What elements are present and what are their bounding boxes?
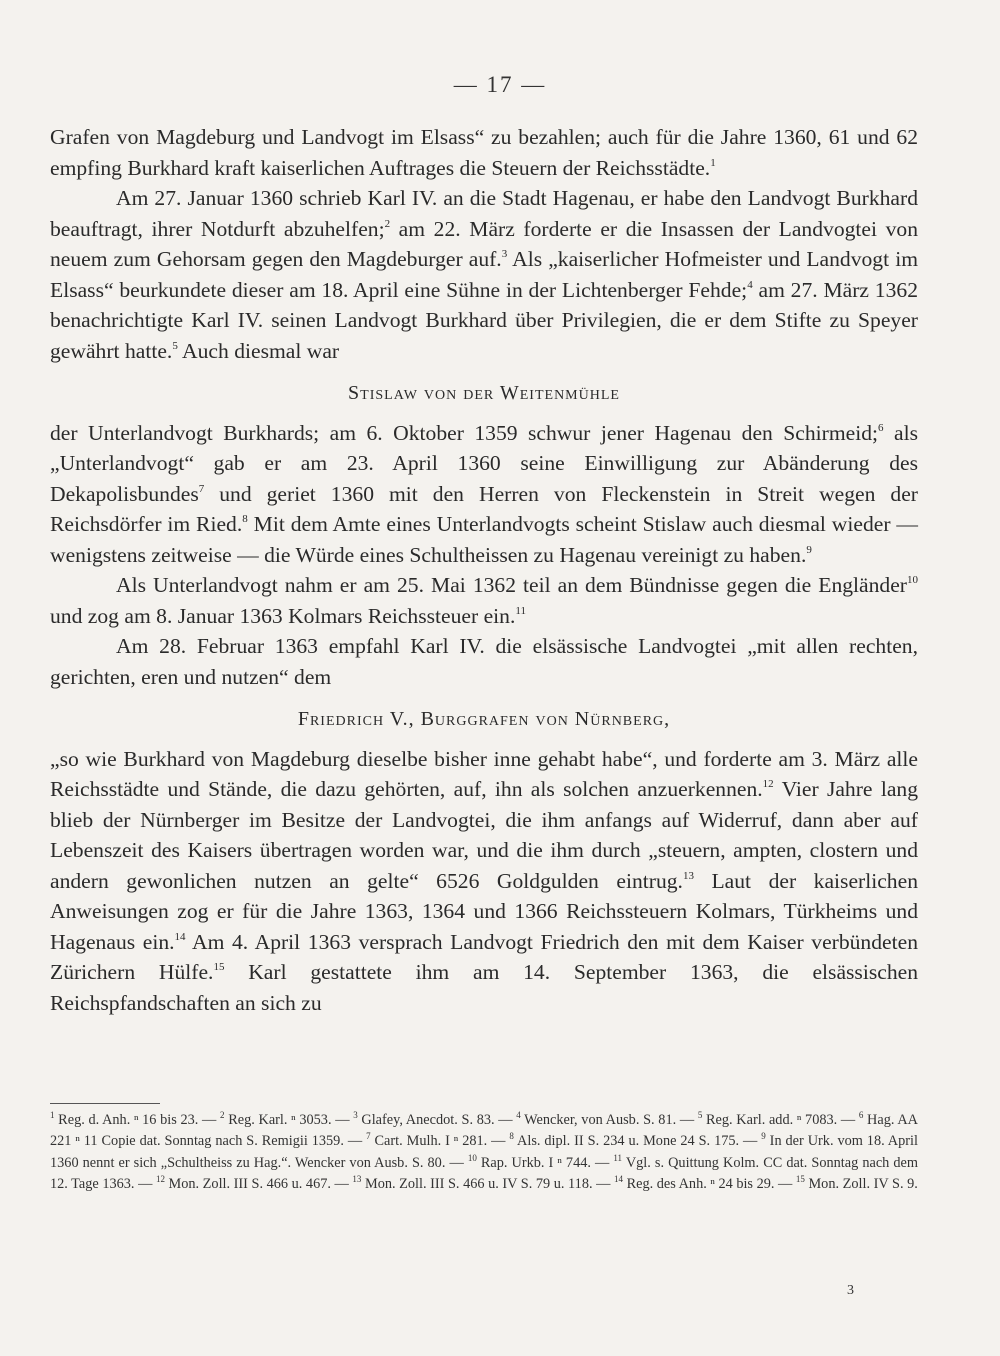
section-heading: Stislaw von der Weitenmühle bbox=[348, 382, 620, 404]
footnote-marker: 14 bbox=[174, 930, 186, 943]
text-segment: Mit dem Amte eines Unterlandvogts scheint Stislaw auch diesmal wieder — wenigstens zeitweise — die Würde eines Schultheissen zu Hagenau vereinigt zu haben. bbox=[50, 512, 919, 567]
footnote-marker: 8 bbox=[509, 1131, 514, 1142]
footnote-marker: 10 bbox=[907, 574, 918, 586]
text-segment: Mon. Zoll. IV S. 9. bbox=[804, 1175, 918, 1192]
footnotes bbox=[50, 1110, 918, 1195]
footnote-marker: 12 bbox=[155, 1173, 165, 1184]
paragraph bbox=[50, 183, 918, 366]
text-segment: „so wie Burkhard von Magdeburg dieselbe bisher inne gehabt habe“, und forderte am 3. März alle Reichsstädte und Stände, die dazu gehörten, auf, ihn als solchen anzuerkennen. bbox=[50, 746, 918, 801]
footnote-marker: 13 bbox=[682, 869, 694, 882]
footnote-marker: 3 bbox=[353, 1110, 358, 1120]
footnote-marker: 15 bbox=[213, 961, 225, 973]
text-segment: Reg. des Anh. ⁿ 24 bis 29. — bbox=[623, 1175, 796, 1192]
text-segment: Reg. Karl. add. ⁿ 7083. — bbox=[702, 1112, 859, 1128]
footnote-marker: 10 bbox=[467, 1152, 477, 1163]
text-segment: Vier Jahre lang blieb der Nürnberger im Besitze der Landvogtei, die ihm anfangs auf Widerruf, dann aber auf Lebenszeit des Kaisers übertragen worden war, und die ihm durch „steuern, ampten, clostern und andern gewonlichen nutzen an gelte“ 6526 Goldgulden eintrug. bbox=[50, 777, 918, 893]
text-segment: Reg. Karl. ⁿ 3053. — bbox=[224, 1112, 354, 1128]
footnote-marker: 5 bbox=[697, 1110, 703, 1120]
text-segment: am 27. März 1362 benachrichtigte Karl IV. seinen Landvogt Burkhard über Privilegien, die er dem Stifte zu Speyer gewährt hatte. bbox=[50, 277, 918, 363]
footnote-marker: 14 bbox=[614, 1173, 623, 1184]
footnote-marker: 13 bbox=[352, 1173, 362, 1184]
text-segment: In der Urk. vom 18. April 1360 nennt er sich „Schultheiss zu Hag.“. Wencker von Ausb. S. 80. — bbox=[50, 1133, 918, 1171]
footnote-rule bbox=[50, 1103, 160, 1104]
text-segment: Reg. d. Anh. ⁿ 16 bis 23. — bbox=[54, 1112, 221, 1128]
paragraph bbox=[50, 418, 918, 571]
footnote-marker: 1 bbox=[710, 156, 716, 169]
footnote-marker: 6 bbox=[878, 421, 884, 434]
signature-mark: 3 bbox=[847, 1283, 854, 1298]
footnote-marker: 8 bbox=[242, 513, 248, 525]
paragraph bbox=[50, 570, 918, 631]
text-segment: Hag. AA 221 ⁿ 11 Copie dat. Sonntag nach S. Remigii 1359. — bbox=[50, 1112, 918, 1150]
footnote-marker: 7 bbox=[366, 1131, 371, 1142]
paragraph bbox=[50, 631, 918, 692]
text-segment: Mon. Zoll. III S. 466 u. IV S. 79 u. 118. — bbox=[361, 1175, 614, 1192]
footnote-marker: 9 bbox=[806, 543, 812, 556]
text-segment: Laut der kaiserlichen Anweisungen zog er für die Jahre 1363, 1364 und 1366 Reichssteuern Kolmars, Türkheims und Hagenaus ein. bbox=[50, 868, 918, 954]
text-segment: Rap. Urkb. I ⁿ 744. — bbox=[476, 1154, 614, 1171]
footnote-marker: 1 bbox=[50, 1110, 55, 1120]
text-segment: Karl gestattete ihm am 14. September 1363, die elsässischen Reichspfandschaften an sich zu bbox=[50, 960, 918, 1015]
footnote-marker: 2 bbox=[220, 1110, 225, 1120]
text-segment: der Unterlandvogt Burkhards; am 6. Oktober 1359 schwur jener Hagenau den Schirmeid; bbox=[50, 420, 879, 445]
footnote-marker: 7 bbox=[198, 482, 205, 495]
page-number: — 17 — bbox=[453, 72, 547, 97]
text-segment: und zog am 8. Januar 1363 Kolmars Reichssteuer ein. bbox=[50, 603, 516, 628]
footnote-marker: 4 bbox=[516, 1110, 521, 1120]
footnote-marker: 4 bbox=[747, 278, 753, 291]
footnote-marker: 11 bbox=[515, 604, 526, 617]
text-segment: Als. dipl. II S. 234 u. Mone 24 S. 175. — bbox=[513, 1133, 762, 1150]
footnote-marker: 6 bbox=[858, 1110, 864, 1120]
text-segment: Wencker, von Ausb. S. 81. — bbox=[520, 1112, 698, 1128]
text-segment: Grafen von Magdeburg und Landvogt im Elsass“ zu bezahlen; auch für die Jahre 1360, 61 und 62 empfing Burkhard kraft kaiserlichen Auftrages die Steuern der Reichsstädte. bbox=[50, 125, 918, 180]
footnote-marker: 11 bbox=[613, 1152, 623, 1163]
text-segment: Mon. Zoll. III S. 466 u. 467. — bbox=[164, 1175, 353, 1192]
paragraph bbox=[50, 122, 918, 183]
text-segment: Auch diesmal war bbox=[177, 338, 340, 363]
footnote-marker: 5 bbox=[172, 339, 178, 352]
text-segment: Am 4. April 1363 versprach Landvogt Friedrich den mit dem Kaiser verbündeten Zürichern Hülfe. bbox=[50, 929, 918, 984]
text-segment: Am 28. Februar 1363 empfahl Karl IV. die elsässische Landvogtei „mit allen rechten, gerichten, eren und nutzen“ dem bbox=[50, 634, 918, 689]
main-text bbox=[50, 122, 918, 1018]
text-segment: Als „kaiserlicher Hofmeister und Landvogt im Elsass“ beurkundete dieser am 18. April eine Sühne in der Lichtenberger Fehde; bbox=[50, 247, 918, 302]
footnote-marker: 9 bbox=[761, 1131, 766, 1142]
text-segment: Glafey, Anecdot. S. 83. — bbox=[357, 1112, 517, 1128]
text-segment: Als Unterlandvogt nahm er am 25. Mai 1362 teil an dem Bündnisse gegen die Engländer bbox=[116, 573, 907, 597]
text-segment: Am 27. Januar 1360 schrieb Karl IV. an die Stadt Hagenau, er habe den Landvogt Burkhard beauftragt, ihrer Notdurft abzuhelfen; bbox=[50, 186, 918, 241]
footnote-marker: 3 bbox=[501, 248, 508, 260]
text-segment: Vgl. s. Quittung Kolm. CC dat. Sonntag nach dem 12. Tage 1363. — bbox=[50, 1154, 918, 1192]
text-segment: als „Unterlandvogt“ gab er am 23. April 1360 seine Einwilligung zur Abänderung des Dekapolisbundes bbox=[50, 420, 918, 506]
text-segment: am 22. März forderte er die Insassen der Landvogtei von neuem zum Gehorsam gegen den Magdeburger auf. bbox=[50, 216, 918, 271]
footnote-marker: 12 bbox=[762, 778, 774, 790]
section-heading: Friedrich V., Burggrafen von Nürnberg, bbox=[297, 708, 671, 730]
footnote-marker: 15 bbox=[795, 1173, 805, 1184]
paragraph bbox=[50, 744, 918, 1019]
text-segment: und geriet 1360 mit den Herren von Fleckenstein in Streit wegen der Reichsdörfer im Ried. bbox=[50, 481, 918, 536]
footnote-marker: 2 bbox=[384, 217, 391, 230]
text-segment: Cart. Mulh. I ⁿ 281. — bbox=[370, 1133, 510, 1150]
